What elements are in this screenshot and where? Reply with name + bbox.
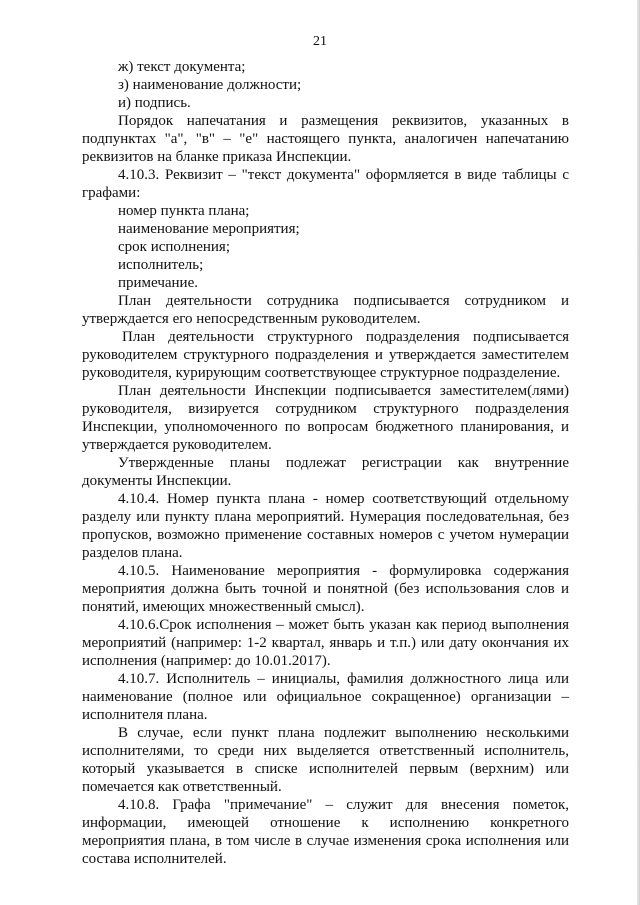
paragraph: План деятельности сотрудника подписывается сотрудником и утверждается его непосредственным руководителем. [82, 293, 569, 327]
paragraph: В случае, если пункт плана подлежит выполнению несколькими исполнителями, то среди них выделяется ответственный исполнитель, который указывается в списке исполнителей первым (верхним) или помечается как ответственный. [82, 725, 569, 795]
list-item: и) подпись. [118, 95, 191, 111]
list-item: номер пункта плана; [118, 203, 250, 219]
paragraph: План деятельности Инспекции подписывается заместителем(лями) руководителя, визируется сотрудником структурного подразделения Инспекции, уполномоченного по вопросам бюджетного планирования, и утверждается руководителем. [82, 383, 569, 453]
document-body [82, 58, 569, 868]
list-item: исполнитель; [118, 257, 204, 273]
page-number: 21 [313, 34, 327, 49]
section-paragraph-4-10-4: 4.10.4. Номер пункта плана - номер соответствующий отдельному разделу или пункту плана мероприятий. Нумерация последовательная, без пропусков, возможно применение составных номеров с учетом нумерации разделов плана. [82, 491, 569, 561]
list-item: ж) текст документа; [118, 59, 246, 75]
section-paragraph-4-10-6: 4.10.6.Срок исполнения – может быть указан как период выполнения мероприятий (например: 1-2 квартал, январь и т.п.) или дату окончания их исполнения (например: до 10.01.2017). [82, 617, 569, 669]
section-paragraph-4-10-7: 4.10.7. Исполнитель – инициалы, фамилия должностного лица или наименование (полное или официальное сокращенное) организации – исполнителя плана. [82, 671, 569, 723]
list-item: з) наименование должности; [118, 77, 302, 93]
section-paragraph-4-10-8: 4.10.8. Графа "примечание" – служит для внесения пометок, информации, имеющей отношение к исполнению конкретного мероприятия плана, в том числе в случае изменения срока исполнения или состава исполнителей. [82, 797, 569, 867]
list-item: срок исполнения; [118, 239, 231, 255]
list-item: наименование мероприятия; [118, 221, 300, 237]
section-paragraph-4-10-5: 4.10.5. Наименование мероприятия - формулировка содержания мероприятия должна быть точной и понятной (без использования слов и понятий, имеющих множественный смысл). [82, 563, 569, 615]
paragraph: Утвержденные планы подлежат регистрации как внутренние документы Инспекции. [82, 455, 569, 489]
list-item: примечание. [118, 275, 198, 291]
section-paragraph-4-10-3: 4.10.3. Реквизит – "текст документа" оформляется в виде таблицы с графами: [82, 167, 569, 201]
paragraph: План деятельности структурного подразделения подписывается руководителем структурного подразделения и утверждается заместителем руководителя, курирующим соответствующее структурное подразделение. [82, 329, 569, 381]
paragraph: Порядок напечатания и размещения реквизитов, указанных в подпунктах "а", "в" – "е" настоящего пункта, аналогичен напечатанию реквизитов на бланке приказа Инспекции. [82, 113, 569, 165]
